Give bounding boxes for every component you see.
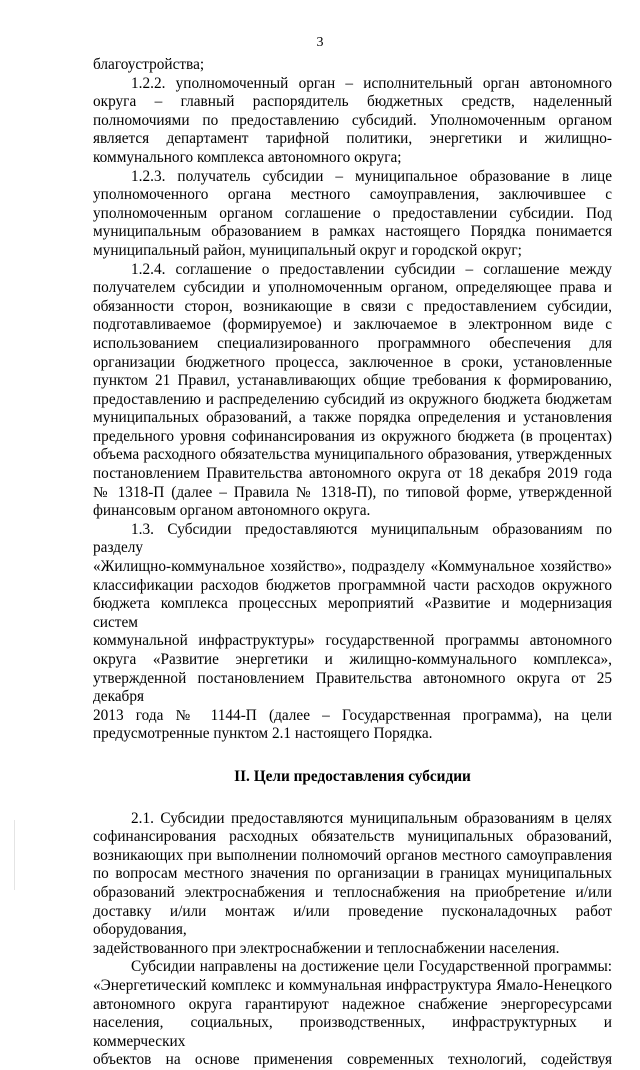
text-line: пунктом 21 Правил, устанавливающих общие требования к формированию, [93,372,612,390]
text-line: бюджета комплекса процессных мероприятий «Развитие и модернизация систем [93,595,612,631]
text-line: округа – главный распорядитель бюджетных средств, наделенный [93,93,612,111]
text-line: 1.3. Субсидии предоставляются муниципальным образованиям по разделу [93,520,612,557]
text-line: 2.1. Субсидии предоставляются муниципальным образованиям в целях [131,809,612,827]
text-line: 1.2.2. уполномоченный орган – исполнительный орган автономного [131,74,612,92]
text-line: округа «Развитие энергетики и жилищно-коммунального комплекса», [93,651,612,668]
text-line: благоустройства; [93,56,205,73]
text-line: объектов на основе применения современных технологий, содействуя [93,1051,612,1069]
text-line: предельного уровня софинансирования из окружного бюджета (в процентах) [93,427,612,445]
section-heading: II. Цели предоставления субсидии [234,767,471,785]
text-line: уполномоченного органа местного самоуправления, заключившее с [93,186,612,204]
text-line: автономного округа гарантируют надежное снабжение энергоресурсами [93,995,612,1013]
text-line: «Жилищно-коммунальное хозяйство», подразделу «Коммунальное хозяйство» [93,558,612,576]
text-line: задействованного при электроснабжении и теплоснабжении населения. [93,939,560,957]
text-line: муниципальным образованием в рамках настоящего Порядка понимается [93,223,612,241]
text-line: использованием специализированного программного обеспечения для [93,334,612,352]
text-line: коммунального комплекса автономного округа; [93,148,402,166]
text-line: 2013 года № 1144-П (далее – Государственная программа), на цели [93,706,612,724]
text-line: населения, социальных, производственных, инфраструктурных и коммерческих [93,1014,612,1050]
page-number: 3 [316,35,324,50]
document-body [93,56,612,1070]
text-line: полномочиями по предоставлению субсидий. Уполномоченным органом [93,111,612,129]
text-line: предусмотренные пунктом 2.1 настоящего Порядка. [93,725,433,743]
scan-edge-line [14,820,15,890]
section-2-text [93,810,612,1070]
text-line: объема расходного обязательства муниципального образования, утвержденных [93,446,612,464]
text-line: Субсидии направлены на достижение цели Государственной программы: [131,958,612,976]
text-line: получателем субсидии и уполномоченным органом, определяющее права и [93,279,612,297]
text-line: образований электроснабжения и теплоснабжения на приобретение и/или [93,883,612,901]
text-line: коммунальной инфраструктуры» государственной программы автономного [93,632,612,650]
text-line: возникающих при выполнении полномочий органов местного самоуправления [93,846,612,864]
text-line: муниципальный район, муниципальный округ и городской округ; [93,241,522,259]
text-line: 1.2.4. соглашение о предоставлении субсидии – соглашение между [131,260,612,278]
text-line: муниципальных образований, а также порядка определения и установления [93,409,612,427]
text-line: по вопросам местного значения по организации в границах муниципальных [93,865,612,883]
text-line: финансовым органом автономного округа. [93,502,371,520]
text-line: 1.2.3. получатель субсидии – муниципальное образование в лице [131,167,612,185]
text-line: доставку и/или монтаж и/или проведение пусконаладочных работ оборудования, [93,902,612,939]
text-line: является департамент тарифной политики, энергетики и жилищно- [93,130,612,148]
text-line: софинансирования расходных обязательств муниципальных образований, [93,828,612,846]
text-line: предоставлению и распределению субсидий из окружного бюджета бюджетам [93,390,612,408]
text-line: классификации расходов бюджетов программной части расходов окружного [93,576,612,594]
text-line: обязанности сторон, возникающие в связи с предоставлением субсидии, [93,297,612,315]
text-line: постановлением Правительства автономного округа от 18 декабря 2019 года [93,465,612,483]
section-1-text [93,56,612,744]
text-line: организации бюджетного процесса, заключенное в сроки, установленные [93,353,612,371]
text-line: утвержденной постановлением Правительства автономного округа от 25 декабря [93,669,612,706]
text-line: подготавливаемое (формируемое) и заключаемое в электронном виде с [93,316,612,334]
text-line: «Энергетический комплекс и коммунальная инфраструктура Ямало-Ненецкого [93,976,612,994]
text-line: № 1318-П (далее – Правила № 1318-П), по типовой форме, утвержденной [93,483,612,501]
text-line: уполномоченным органом соглашение о предоставлении субсидии. Под [93,204,612,222]
